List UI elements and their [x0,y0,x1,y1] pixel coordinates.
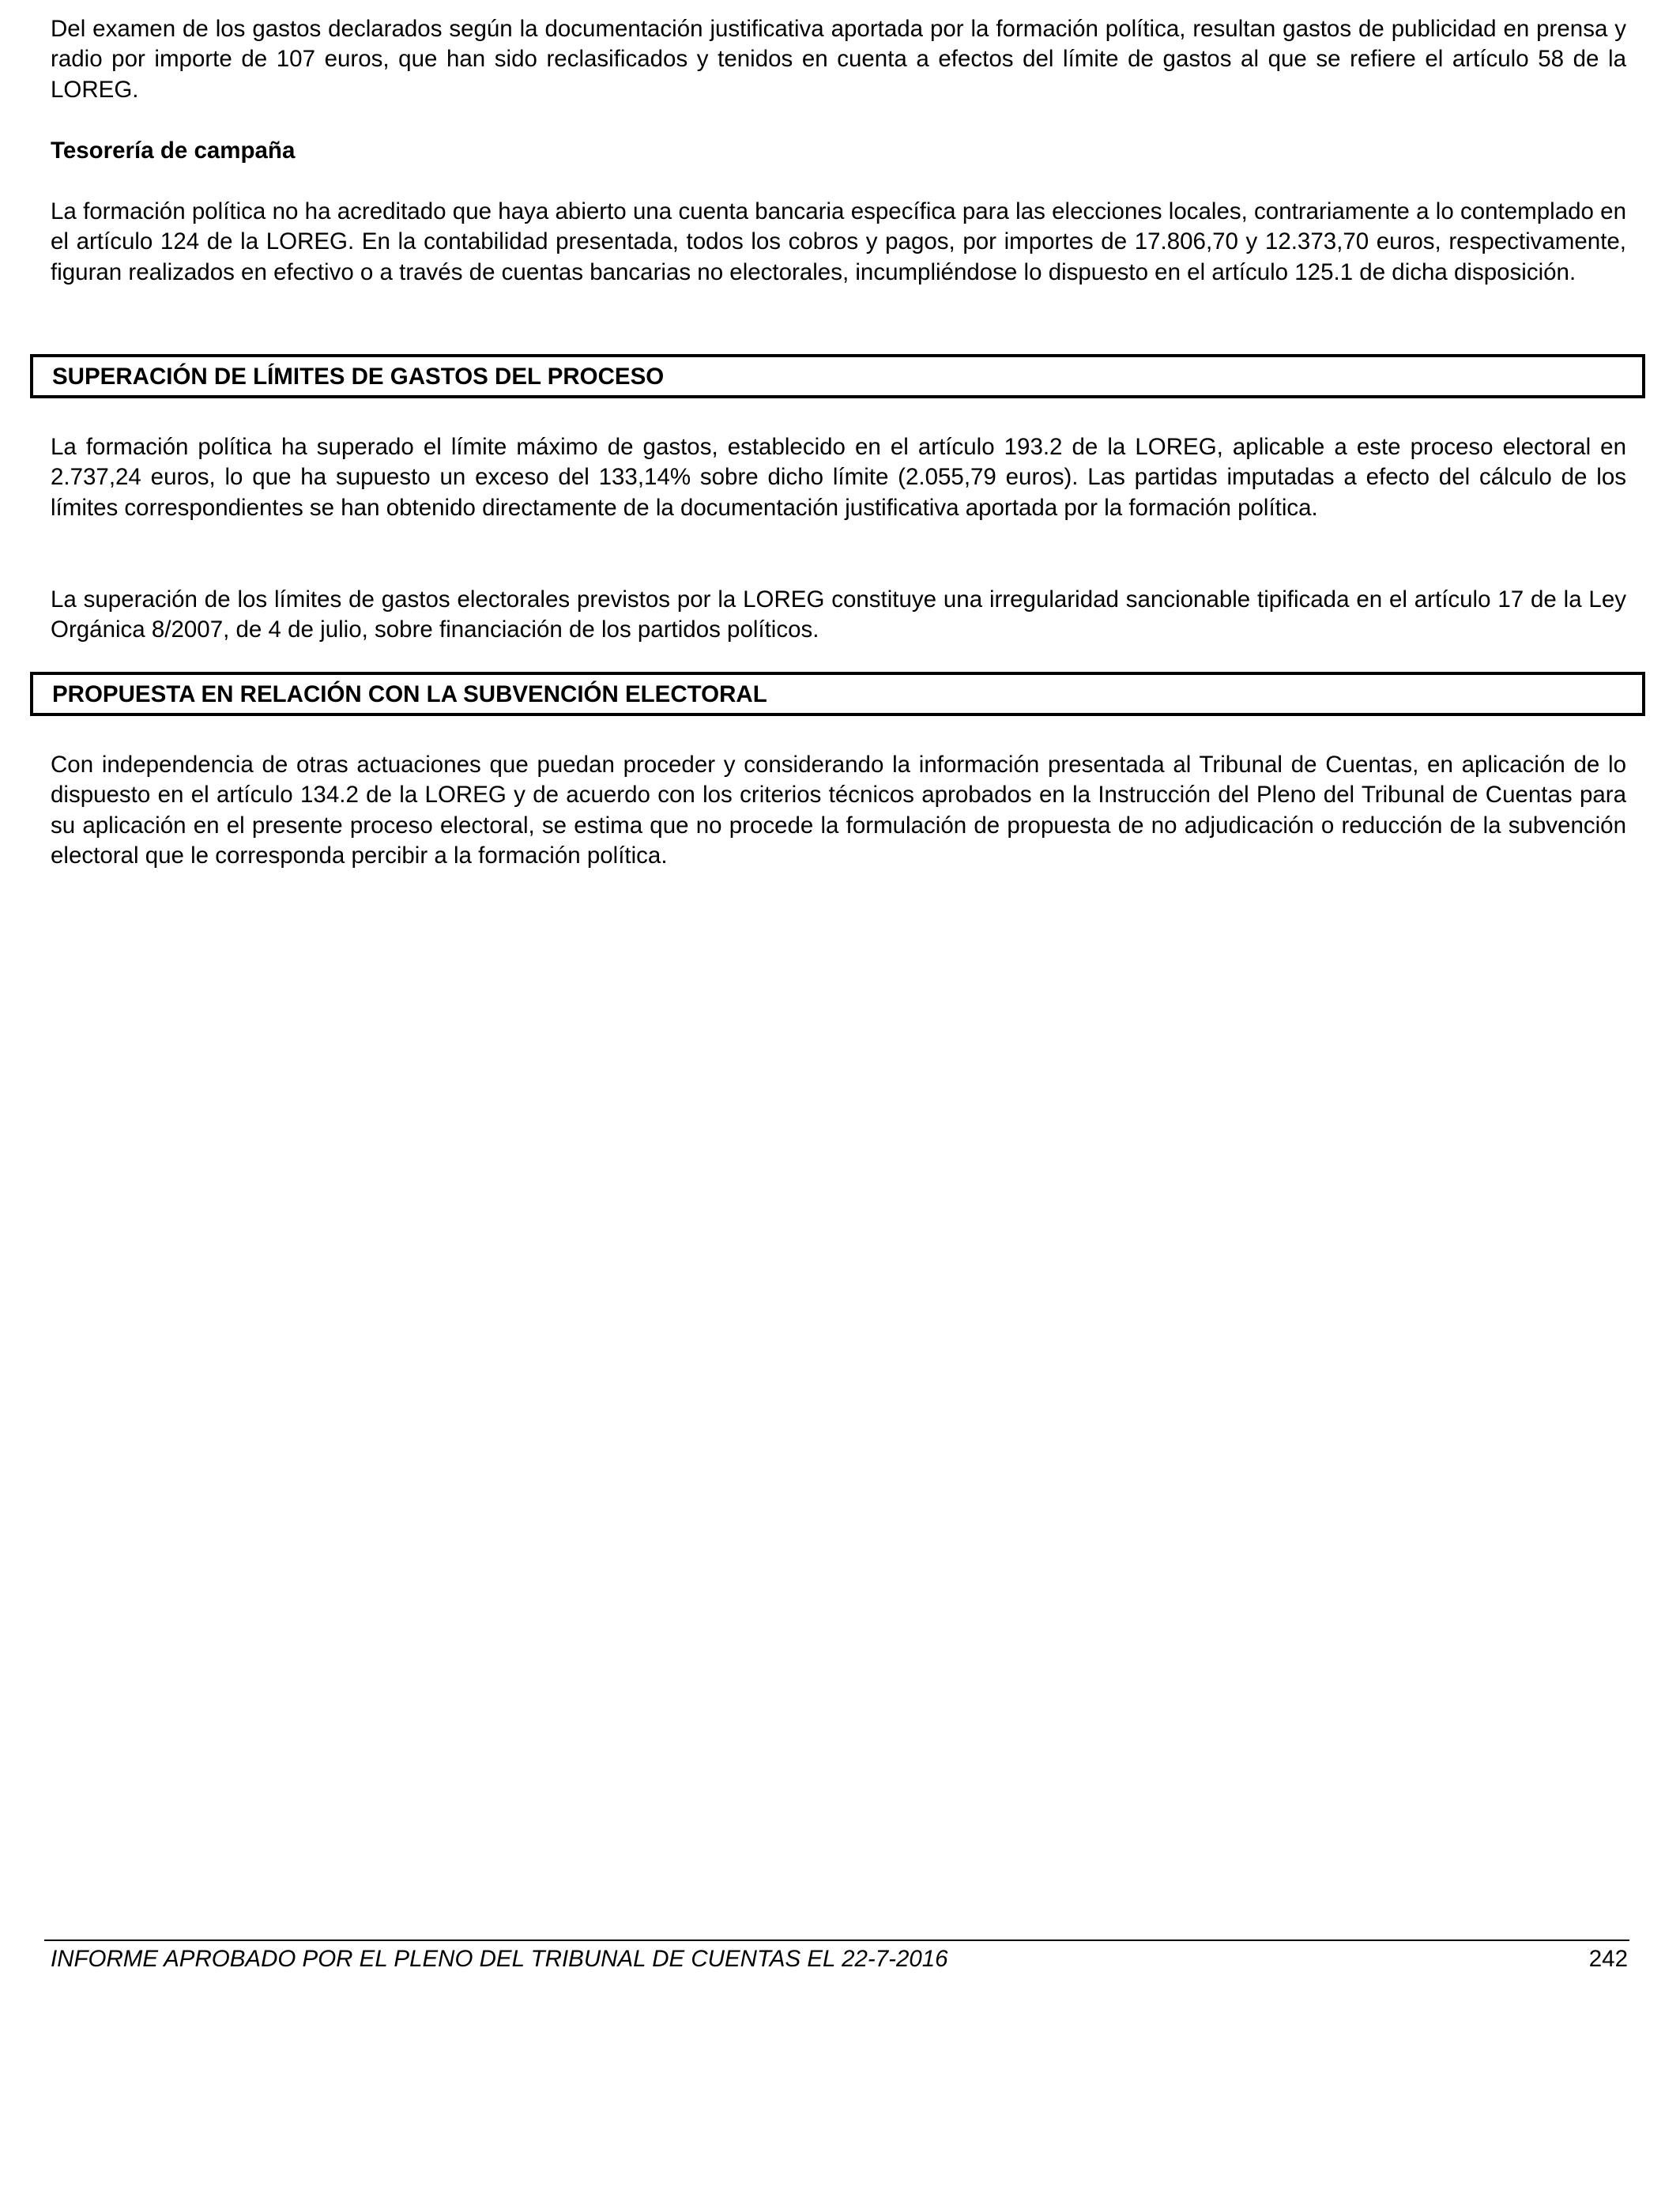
limits-paragraph-1: La formación política ha superado el límite máximo de gastos, establecido en el artículo 193.2 de la LOREG, aplicable a este proceso electoral en 2.737,24 euros, lo que ha supuesto un exceso del 133,14% sobre dicho límite (2.055,79 euros). Las partidas imputadas a efecto del cálculo de los límites correspondientes se han obtenido directamente de la documentación justificativa aportada por la formación política. [51,434,1626,521]
proposal-section-header [30,672,1645,716]
treasury-heading: Tesorería de campaña [51,138,296,164]
limits-section-header [30,354,1645,398]
footer-report-note: INFORME APROBADO POR EL PLENO DEL TRIBUNAL DE CUENTAS EL 22-7-2016 [51,1946,948,1972]
page-number: 242 [1588,1946,1628,1972]
intro-paragraph: Del examen de los gastos declarados según la documentación justificativa aportada por la formación política, resultan gastos de publicidad en prensa y radio por importe de 107 euros, que han sido reclasificados y tenidos en cuenta a efectos del límite de gastos al que se refiere el artículo 58 de la LOREG. [51,16,1626,103]
footer-divider [44,1940,1629,1941]
proposal-paragraph: Con independencia de otras actuaciones que puedan proceder y considerando la información presentada al Tribunal de Cuentas, en aplicación de lo dispuesto en el artículo 134.2 de la LOREG y de acuerdo con los criterios técnicos aprobados en la Instrucción del Pleno del Tribunal de Cuentas para su aplicación en el presente proceso electoral, se estima que no procede la formulación de propuesta de no adjudicación o reducción de la subvención electoral que le corresponda percibir a la formación política. [51,752,1626,869]
limits-paragraph-2: La superación de los límites de gastos electorales previstos por la LOREG constituye una irregularidad sancionable tipificada en el artículo 17 de la Ley Orgánica 8/2007, de 4 de julio, sobre financiación de los partidos políticos. [51,586,1626,643]
limits-section-title: SUPERACIÓN DE LÍMITES DE GASTOS DEL PROCESO [52,364,665,390]
proposal-section-title: PROPUESTA EN RELACIÓN CON LA SUBVENCIÓN ELECTORAL [52,681,767,707]
treasury-paragraph: La formación política no ha acreditado que haya abierto una cuenta bancaria específica para las elecciones locales, contrariamente a lo contemplado en el artículo 124 de la LOREG. En la contabilidad presentada, todos los cobros y pagos, por importes de 17.806,70 y 12.373,70 euros, respectivamente, figuran realizados en efectivo o a través de cuentas bancarias no electorales, incumpliéndose lo dispuesto en el artículo 125.1 de dicha disposición. [51,198,1626,285]
